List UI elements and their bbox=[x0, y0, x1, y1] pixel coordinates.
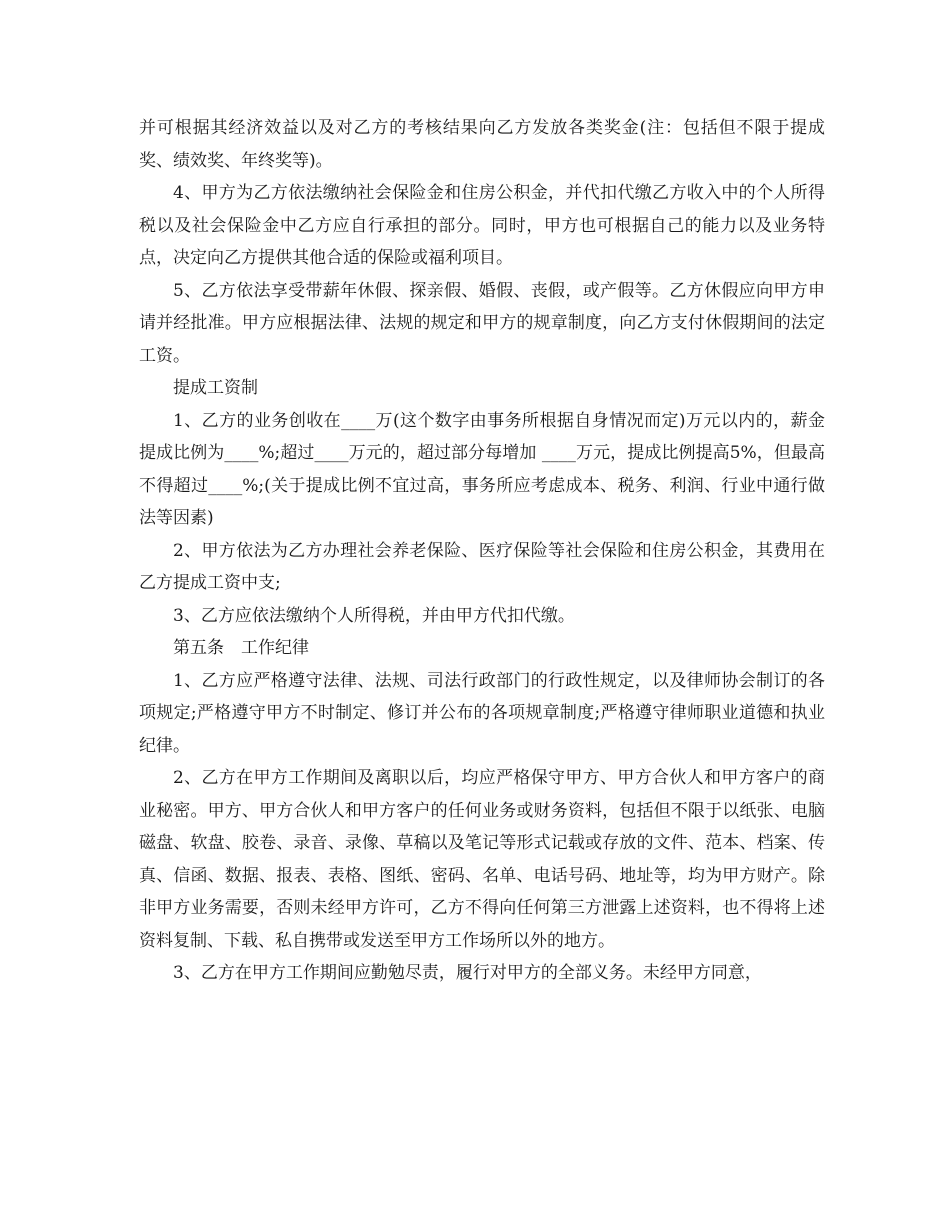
document-body bbox=[139, 112, 825, 990]
article-heading-work-discipline: 第五条 工作纪律 bbox=[173, 638, 309, 658]
paragraph-bonus-continuation: 并可根据其经济效益以及对乙方的考核结果向乙方发放各类奖金(注：包括但不限于提成奖、绩效奖、年终奖等)。 bbox=[139, 118, 825, 171]
section-heading-commission-salary: 提成工资制 bbox=[173, 378, 258, 398]
paragraph-compliance: 1、乙方应严格遵守法律、法规、司法行政部门的行政性规定，以及律师协会制订的各项规定;严格遵守甲方不时制定、修订并公布的各项规章制度;严格遵守律师职业道德和执业纪律。 bbox=[139, 670, 825, 756]
paragraph-commission-ratio: 1、乙方的业务创收在____万(这个数字由事务所根据自身情况而定)万元以内的，薪金提成比例为____%;超过____万元的，超过部分每增加 ____万元，提成比例提高5%，但最高不得超过____%;(关于提成比例不宜过高，事务所应考虑成本、税务、利润、行业中通行做法等因素) bbox=[139, 410, 825, 528]
paragraph-paid-leave: 5、乙方依法享受带薪年休假、探亲假、婚假、丧假，或产假等。乙方休假应向甲方申请并经批准。甲方应根据法律、法规的规定和甲方的规章制度，向乙方支付休假期间的法定工资。 bbox=[139, 280, 825, 366]
paragraph-commission-insurance: 2、甲方依法为乙方办理社会养老保险、医疗保险等社会保险和住房公积金，其费用在乙方提成工资中支; bbox=[139, 540, 825, 593]
paragraph-income-tax: 3、乙方应依法缴纳个人所得税，并由甲方代扣代缴。 bbox=[173, 605, 575, 626]
paragraph-confidentiality: 2、乙方在甲方工作期间及离职以后，均应严格保守甲方、甲方合伙人和甲方客户的商业秘密。甲方、甲方合伙人和甲方客户的任何业务或财务资料，包括但不限于以纸张、电脑磁盘、软盘、胶卷、录音、录像、草稿以及笔记等形式记载或存放的文件、范本、档案、传真、信函、数据、报表、表格、图纸、密码、名单、电话号码、地址等，均为甲方财产。除非甲方业务需要，否则未经甲方许可，乙方不得向任何第三方泄露上述资料，也不得将上述资料复制、下载、私自携带或发送至甲方工作场所以外的地方。 bbox=[139, 768, 825, 951]
paragraph-diligence: 3、乙方在甲方工作期间应勤勉尽责，履行对甲方的全部义务。未经甲方同意， bbox=[173, 963, 762, 983]
paragraph-social-insurance: 4、甲方为乙方依法缴纳社会保险金和住房公积金，并代扣代缴乙方收入中的个人所得税以及社会保险金中乙方应自行承担的部分。同时，甲方也可根据自己的能力以及业务特点，决定向乙方提供其他合适的保险或福利项目。 bbox=[139, 183, 825, 268]
